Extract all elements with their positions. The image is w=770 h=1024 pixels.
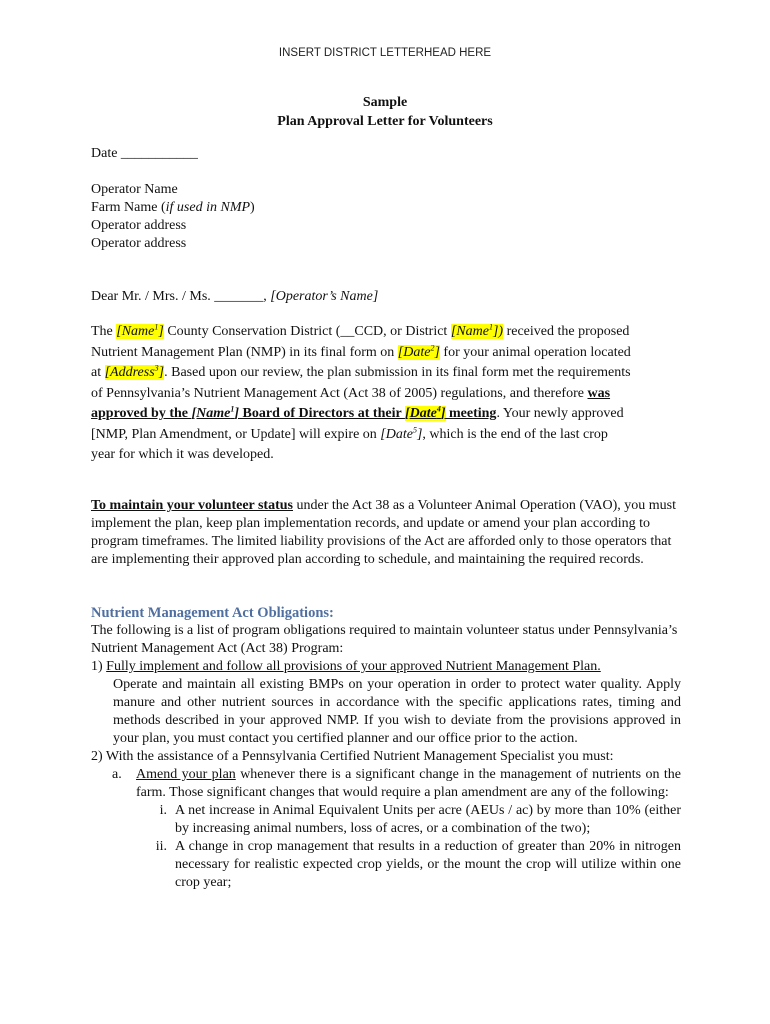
district-name-highlight-2: [Name$^1$]) bbox=[450, 322, 504, 339]
letter-title bbox=[0, 93, 770, 131]
date-line: Date ___________ bbox=[91, 146, 198, 161]
title-line-2: Plan Approval Letter for Volunteers bbox=[277, 114, 493, 129]
obligation-item-2a: a. Amend your plan whenever there is a significant change in the management of nutrients on the farm. Those significant changes that would require a plan amendment are any of the following: bbox=[112, 767, 681, 800]
board-name: [Name$^1$] bbox=[191, 404, 240, 421]
meeting-date-highlight: [Date$^4$] bbox=[404, 404, 446, 421]
plan-date-highlight: [Date$^2$] bbox=[397, 342, 440, 360]
obligation-item-2: 2) With the assistance of a Pennsylvania Certified Nutrient Management Specialist you must: bbox=[91, 749, 614, 764]
obligations-section bbox=[91, 604, 681, 892]
district-name-highlight: [Name$^1$] bbox=[116, 322, 164, 339]
expiration-date: [Date$^5$] bbox=[380, 424, 423, 442]
para1-line: The [Name$^1$] County Conservation District (__CCD, or District [Name$^1$]) received the proposed bbox=[91, 322, 630, 339]
title-line-1: Sample bbox=[362, 95, 408, 110]
salutation: Dear Mr. / Mrs. / Ms. _______, [Operator’s Name] bbox=[91, 289, 379, 304]
operator-address-1: Operator address bbox=[91, 218, 187, 233]
obligations-heading: Nutrient Management Act Obligations: bbox=[91, 605, 334, 621]
address-highlight: [Address$^3$] bbox=[104, 363, 165, 380]
obligation-item-1: 1) Fully implement and follow all provisions of your approved Nutrient Management Plan. Operate and maintain all existing BMPs on your operation in order to protect water quality. Apply manure and other nutrient sources in accordance with the specific applications rates, timing and methods described in your approved NMP. If you wish to deviate from the provisions approved in your plan, you must contact you certified planner and our office prior to the action. bbox=[91, 659, 681, 746]
obligation-item-2a-i: i. A net increase in Animal Equivalent Units per acre (AEUs / ac) by more than 10% (either by increasing animal numbers, loss of acres, or a combination of the two); bbox=[159, 803, 681, 836]
approval-paragraph: The [Name$^1$] County Conservation District (__CCD, or District [Name$^1$]) received the proposed Nutrient Management Plan (NMP) in its final form on [Date$^2$] for your animal operation located at [Address$^3$]. Based upon our review, the plan submission in its final form met the requirements of Pennsylvania’s Nutrient Management Act (Act 38 of 2005) regulations, and therefore was approved by the [Name$^1$] Board of Directors at their [Date$^4$] meeting. Your newly approved [NMP, Plan Amendment, or Update] will expire on [Date$^5$], which is the end of the last crop year for which it was developed. bbox=[91, 322, 681, 466]
operator-address-2: Operator address bbox=[91, 236, 187, 251]
volunteer-status-paragraph: To maintain your volunteer status under the Act 38 as a Volunteer Animal Operation (VAO), you must implement the plan, keep plan implementation records, and update or amend your plan according to program timeframes. The limited liability provisions of the Act are afforded only to those operators that are implementing their approved plan according to schedule, and maintaining the required records. bbox=[91, 498, 676, 567]
letterhead-placeholder: INSERT DISTRICT LETTERHEAD HERE bbox=[278, 47, 492, 59]
operator-block bbox=[91, 181, 681, 253]
obligation-item-2a-ii: ii. A change in crop management that results in a reduction of greater than 20% in nitrogen necessary for realistic expected crop yields, or the mount the crop will utilize within one crop year; bbox=[155, 839, 681, 890]
volunteer-status-lead: To maintain your volunteer status bbox=[91, 498, 293, 513]
obligations-intro: The following is a list of program obligations required to maintain volunteer status under Pennsylvania’s Nutrient Management Act (Act 38) Program: bbox=[91, 623, 678, 656]
operator-name: Operator Name bbox=[91, 182, 178, 197]
farm-name: Farm Name (if used in NMP) bbox=[91, 200, 255, 215]
